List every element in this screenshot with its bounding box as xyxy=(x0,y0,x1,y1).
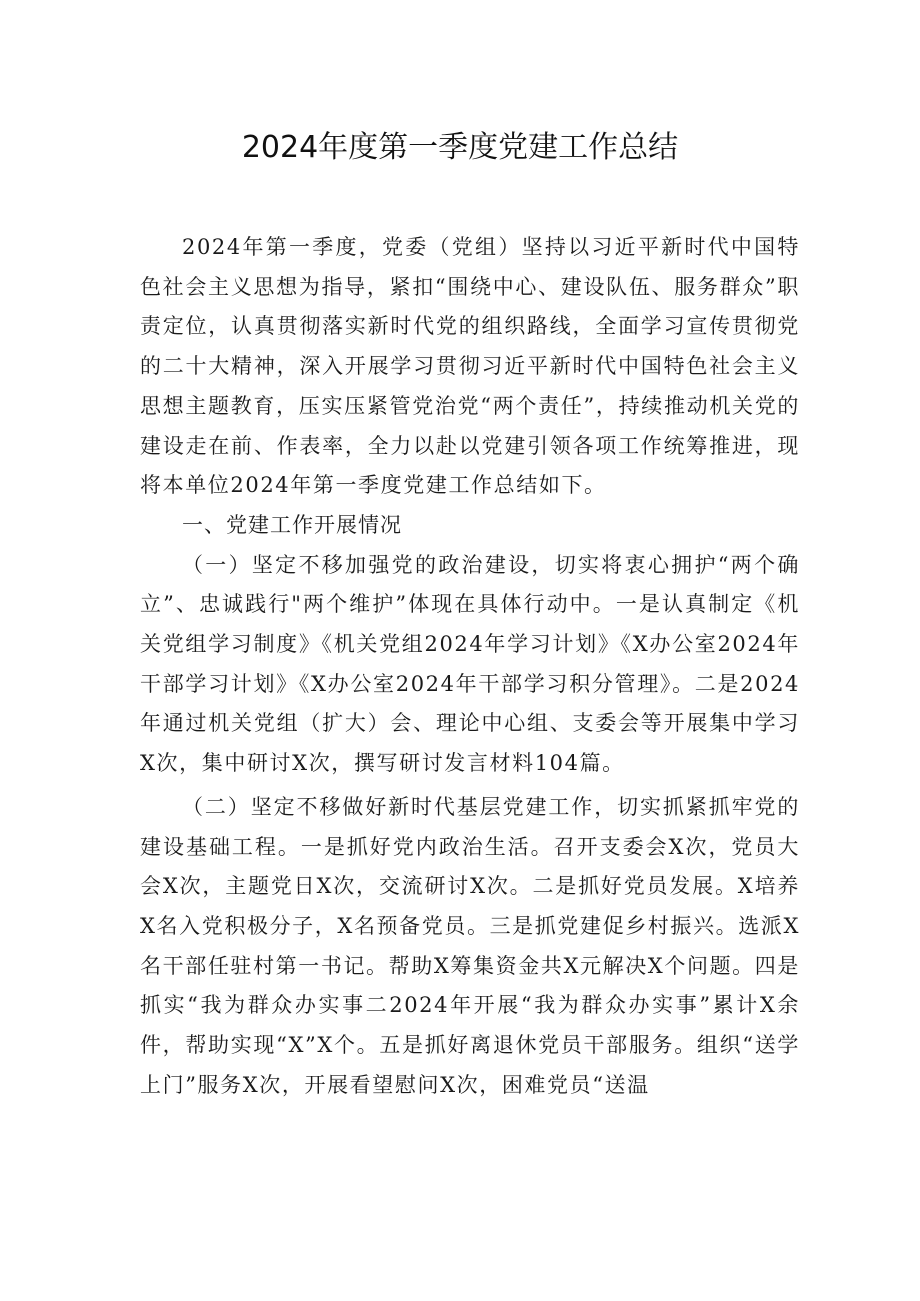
document-title: 2024年度第一季度党建工作总结 xyxy=(241,130,679,165)
intro-paragraph: 2024年第一季度，党委（党组）坚持以习近平新时代中国特色社会主义思想为指导，紧扣“围绕中心、建设队伍、服务群众”职责定位，认真贯彻落实新时代党的组织路线，全面学习宣传贯彻党的二十大精神，深入开展学习贯彻习近平新时代中国特色社会主义思想主题教育，压实压紧管党治党“两个责任”，持续推动机关党的建设走在前、作表率，全力以赴以党建引领各项工作统筹推进，现将本单位2024年第一季度党建工作总结如下。 xyxy=(140,235,800,498)
item-paragraph-2: （二）坚定不移做好新时代基层党建工作，切实抓紧抓牢党的建设基础工程。一是抓好党内政治生活。召开支委会X次，党员大会X次，主题党日X次，交流研讨X次。二是抓好党员发展。X培养X名入党积极分子，X名预备党员。三是抓党建促乡村振兴。选派X名干部任驻村第一书记。帮助X筹集资金共X元解决X个问题。四是抓实“我为群众办实事二2024年开展“我为群众办实事”累计X余件，帮助实现“X”X个。五是抓好离退休党员干部服务。组织“送学上门”服务X次，开展看望慰问X次，困难党员“送温 xyxy=(140,794,800,1097)
item-paragraph-1: （一）坚定不移加强党的政治建设，切实将衷心拥护“两个确立”、忠诚践行"两个维护”体现在具体行动中。一是认真制定《机关党组学习制度》《机关党组2024年学习计划》《X办公室2024年干部学习计划》《X办公室2024年干部学习积分管理》。二是2024年通过机关党组（扩大）会、理论中心组、支委会等开展集中学习X次，集中研讨X次，撰写研讨发言材料104篇。 xyxy=(140,552,800,776)
section-heading-1: 一、党建工作开展情况 xyxy=(182,512,402,537)
document-body xyxy=(140,228,800,1105)
